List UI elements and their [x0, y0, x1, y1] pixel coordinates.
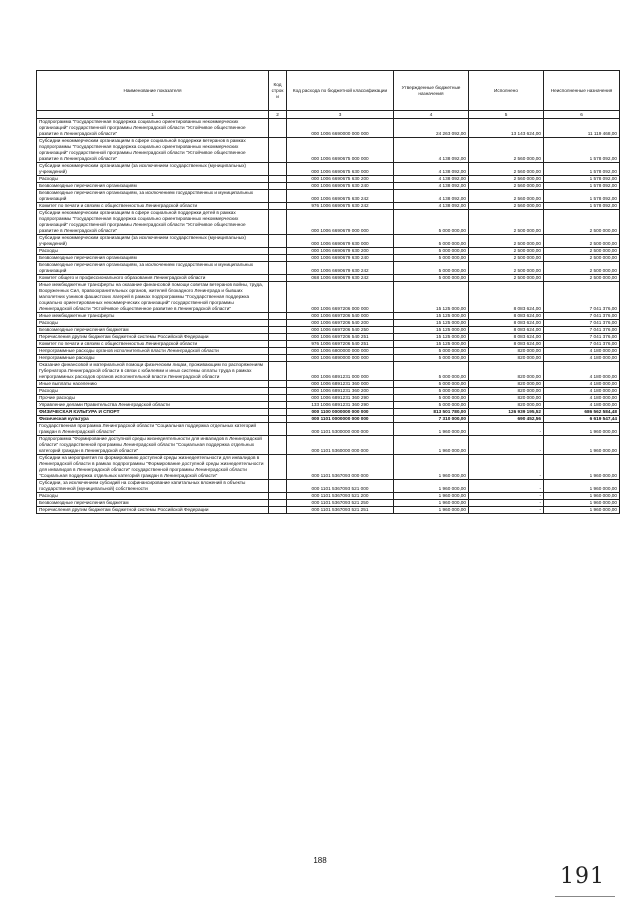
row-executed: 2 560 000,00 [469, 176, 544, 183]
page-number: 188 [313, 856, 327, 865]
row-expense-code: 000 1006 6690679 630 240 [287, 255, 394, 262]
table-row [37, 388, 620, 395]
row-expense-code: 000 1101 5367093 521 000 [287, 480, 394, 493]
row-unexecuted: 7 041 376,00 [544, 313, 620, 320]
row-name: Безвозмездные перечисления бюджетам [37, 327, 269, 334]
header-line-code: Код строк и [269, 71, 287, 111]
row-executed: - [469, 480, 544, 493]
row-name: Перечисления другим бюджетам бюджетной системы Российской Федерации [37, 507, 269, 514]
row-expense-code: 000 1006 6690675 630 240 [287, 183, 394, 190]
table-row [37, 334, 620, 341]
budget-execution-table [36, 70, 620, 514]
row-unexecuted: 11 119 468,00 [544, 119, 620, 138]
row-approved: 5 000 000,00 [394, 362, 469, 381]
row-line-code [269, 409, 287, 416]
row-approved: 5 000 000,00 [394, 262, 469, 275]
row-name: Иные межбюджетные трансферты [37, 313, 269, 320]
row-unexecuted: 686 562 584,48 [544, 409, 620, 416]
row-expense-code: 000 1101 5367093 000 000 [287, 455, 394, 480]
table-row [37, 248, 620, 255]
row-expense-code: 000 1101 5300000 000 000 [287, 423, 394, 436]
table-row [37, 455, 620, 480]
row-executed: 2 560 000,00 [469, 138, 544, 163]
row-unexecuted: 1 578 092,00 [544, 163, 620, 176]
row-name: Иные выплаты населению [37, 381, 269, 388]
row-unexecuted: 2 500 000,00 [544, 235, 620, 248]
row-expense-code: 133 1006 6891231 360 290 [287, 402, 394, 409]
row-unexecuted: 4 180 000,00 [544, 388, 620, 395]
row-expense-code: 000 1101 5367093 521 250 [287, 500, 394, 507]
row-expense-code: 000 1101 5367093 521 251 [287, 507, 394, 514]
row-name: Физическая культура [37, 416, 269, 423]
row-name: Подпрограмма "Формирование доступной среды жизнедеятельности для инвалидов в Ленинградской области" государственной программы Ленинградской области "Социальная поддержка отдельных категорий граждан в Ленинградской области" [37, 436, 269, 455]
header-approved: Утвержденные бюджетные назначения [394, 71, 469, 111]
row-line-code [269, 275, 287, 282]
row-line-code [269, 203, 287, 210]
table-row [37, 275, 620, 282]
handwritten-sheet-number: 191 [560, 864, 605, 889]
table-row [37, 500, 620, 507]
table-row [37, 190, 620, 203]
table-row [37, 327, 620, 334]
row-approved: 15 125 000,00 [394, 282, 469, 313]
row-line-code [269, 493, 287, 500]
table-row [37, 362, 620, 381]
row-unexecuted: 1 960 000,00 [544, 480, 620, 493]
row-approved: 4 138 092,00 [394, 190, 469, 203]
row-expense-code: 976 1006 6690675 630 242 [287, 203, 394, 210]
row-approved: 4 138 092,00 [394, 163, 469, 176]
header-executed: Исполнено [469, 71, 544, 111]
table-row [37, 381, 620, 388]
table-row [37, 235, 620, 248]
row-executed: 820 000,00 [469, 388, 544, 395]
row-executed: 820 000,00 [469, 402, 544, 409]
row-executed: 8 083 624,00 [469, 320, 544, 327]
row-executed: - [469, 455, 544, 480]
table-row [37, 493, 620, 500]
row-name: Перечисления другим бюджетам бюджетной системы Российской Федерации [37, 334, 269, 341]
row-executed: - [469, 500, 544, 507]
row-approved: 15 125 000,00 [394, 313, 469, 320]
row-executed: 820 000,00 [469, 362, 544, 381]
row-approved: 5 000 000,00 [394, 402, 469, 409]
row-unexecuted: 1 960 000,00 [544, 455, 620, 480]
row-unexecuted: 7 041 376,00 [544, 282, 620, 313]
table-row [37, 176, 620, 183]
row-expense-code: 000 1006 6690000 000 000 [287, 119, 394, 138]
row-line-code [269, 402, 287, 409]
row-name: Иные межбюджетные трансферты на оказание финансовой помощи советам ветеранов войны, труда, Вооруженных Сил, правоохранительных органов, жителей блокадного Ленинграда и бывших малолетних узников фашистских лагерей в рамках подпрограммы "Государственная поддержка социально ориентированных некоммерческих организаций" государственной программы Ленинградской области "Устойчивое общественное развитие в Ленинградской области" [37, 282, 269, 313]
row-line-code [269, 176, 287, 183]
row-executed: 820 000,00 [469, 381, 544, 388]
row-expense-code: 000 1101 0000000 000 000 [287, 416, 394, 423]
row-approved: 5 000 000,00 [394, 355, 469, 362]
row-approved: 4 138 092,00 [394, 176, 469, 183]
row-expense-code: 000 1006 6690675 630 200 [287, 176, 394, 183]
row-executed: 2 500 000,00 [469, 275, 544, 282]
row-unexecuted: 1 960 000,00 [544, 500, 620, 507]
row-expense-code: 000 1006 6690675 000 000 [287, 138, 394, 163]
row-name: Комитет по печати и связям с общественностью Ленинградской области [37, 203, 269, 210]
row-approved: 1 960 000,00 [394, 507, 469, 514]
row-line-code [269, 183, 287, 190]
row-name: Оказание финансовой и материальной помощи физическим лицам, проживающим по распоряжениям Губернатора Ленинградской области в связи с юбилеями и иных системы оплаты труда в рамках непрограммных расходов органов исполнительной власти Ленинградской области [37, 362, 269, 381]
row-name: Прочие расходы [37, 395, 269, 402]
row-line-code [269, 507, 287, 514]
row-executed: 2 500 000,00 [469, 210, 544, 235]
row-line-code [269, 480, 287, 493]
table-row [37, 409, 620, 416]
table-row [37, 313, 620, 320]
row-executed: 126 939 195,52 [469, 409, 544, 416]
row-expense-code: 000 1101 5367093 521 200 [287, 493, 394, 500]
row-name: Подпрограмма "Государственная поддержка социально ориентированных некоммерческих организаций" государственной программы Ленинградской области "Устойчивое общественное развитие в Ленинградской области" [37, 119, 269, 138]
row-approved: 1 960 000,00 [394, 500, 469, 507]
row-line-code [269, 163, 287, 176]
row-approved: 5 000 000,00 [394, 248, 469, 255]
table-row [37, 348, 620, 355]
row-line-code [269, 262, 287, 275]
row-name: Расходы [37, 248, 269, 255]
row-unexecuted: 1 578 092,00 [544, 138, 620, 163]
table-row [37, 402, 620, 409]
row-unexecuted: 2 500 000,00 [544, 255, 620, 262]
row-expense-code: 000 1006 6690679 630 200 [287, 248, 394, 255]
row-unexecuted: 4 180 000,00 [544, 348, 620, 355]
column-number: 5 [469, 111, 544, 119]
table-row [37, 341, 620, 348]
row-name: Безвозмездные перечисления организациям, за исключением государственных и муниципальных организаций [37, 262, 269, 275]
row-expense-code: 000 1006 6690675 630 242 [287, 190, 394, 203]
row-approved: 1 960 000,00 [394, 455, 469, 480]
row-executed: 8 083 624,00 [469, 313, 544, 320]
row-line-code [269, 327, 287, 334]
row-unexecuted: 1 960 000,00 [544, 507, 620, 514]
table-row [37, 119, 620, 138]
table-row [37, 416, 620, 423]
row-unexecuted: 4 180 000,00 [544, 395, 620, 402]
row-name: Непрограммные расходы органов исполнительной власти Ленинградской области [37, 348, 269, 355]
row-line-code [269, 190, 287, 203]
row-line-code [269, 341, 287, 348]
row-approved: 24 263 092,00 [394, 119, 469, 138]
row-expense-code: 000 1100 0000000 000 000 [287, 409, 394, 416]
table-header-row [37, 71, 620, 111]
row-approved: 15 125 000,00 [394, 327, 469, 334]
row-line-code [269, 235, 287, 248]
row-expense-code: 000 1101 5360000 000 000 [287, 436, 394, 455]
row-executed: 2 500 000,00 [469, 255, 544, 262]
divider [555, 896, 615, 897]
row-executed: 2 500 000,00 [469, 262, 544, 275]
row-executed: 8 083 624,00 [469, 327, 544, 334]
row-unexecuted: 1 578 092,00 [544, 176, 620, 183]
table-row [37, 183, 620, 190]
row-line-code [269, 320, 287, 327]
row-executed: 2 560 000,00 [469, 163, 544, 176]
row-executed: 13 143 624,00 [469, 119, 544, 138]
row-name: Субсидии, за исключением субсидий на софинансирование капитальных вложений в объекты государственной (муниципальной) собственности [37, 480, 269, 493]
row-approved: 4 138 092,00 [394, 183, 469, 190]
row-executed: - [469, 507, 544, 514]
row-unexecuted: 1 960 000,00 [544, 423, 620, 436]
row-approved: 4 138 092,00 [394, 138, 469, 163]
table-row [37, 480, 620, 493]
row-name: Безвозмездные перечисления организациям [37, 183, 269, 190]
row-unexecuted: 1 578 092,00 [544, 183, 620, 190]
row-executed: - [469, 493, 544, 500]
table-body [37, 119, 620, 514]
row-approved: 1 960 000,00 [394, 436, 469, 455]
row-unexecuted: 4 180 000,00 [544, 355, 620, 362]
table-row [37, 262, 620, 275]
row-name: Комитет по печати и связям с общественностью Ленинградской области [37, 341, 269, 348]
row-unexecuted: 2 500 000,00 [544, 275, 620, 282]
row-line-code [269, 355, 287, 362]
header-unexecuted: Неисполненные назначения [544, 71, 620, 111]
row-executed: 690 452,56 [469, 416, 544, 423]
row-executed: 820 000,00 [469, 395, 544, 402]
row-name: Субсидии некоммерческим организациям (за исключением государственных (муниципальных) учреждений) [37, 163, 269, 176]
row-line-code [269, 362, 287, 381]
row-name: Расходы [37, 493, 269, 500]
table-row [37, 507, 620, 514]
table-row [37, 423, 620, 436]
row-expense-code: 000 1006 6891231 360 290 [287, 395, 394, 402]
table-row [37, 320, 620, 327]
row-executed: 2 560 000,00 [469, 203, 544, 210]
row-executed: 2 500 000,00 [469, 235, 544, 248]
row-approved: 5 000 000,00 [394, 381, 469, 388]
column-number: 2 [269, 111, 287, 119]
row-line-code [269, 455, 287, 480]
row-executed: 2 500 000,00 [469, 248, 544, 255]
column-number-row [37, 111, 620, 119]
row-expense-code: 000 1006 6697206 000 000 [287, 282, 394, 313]
row-name: Безвозмездные перечисления организациям [37, 255, 269, 262]
row-approved: 5 000 000,00 [394, 395, 469, 402]
row-name: Расходы [37, 388, 269, 395]
row-name: Комитет общего и профессионального образования Ленинградской области [37, 275, 269, 282]
row-expense-code: 068 1006 6690679 630 242 [287, 275, 394, 282]
row-approved: 5 000 000,00 [394, 235, 469, 248]
row-executed: 820 000,00 [469, 355, 544, 362]
row-unexecuted: 1 578 092,00 [544, 203, 620, 210]
row-line-code [269, 138, 287, 163]
row-unexecuted: 7 041 376,00 [544, 341, 620, 348]
table-row [37, 255, 620, 262]
column-number: 4 [394, 111, 469, 119]
table-row [37, 163, 620, 176]
row-unexecuted: 1 960 000,00 [544, 493, 620, 500]
row-approved: 7 310 000,00 [394, 416, 469, 423]
row-line-code [269, 255, 287, 262]
header-expense-code: Код расхода по бюджетной классификации [287, 71, 394, 111]
row-line-code [269, 388, 287, 395]
row-approved: 5 000 000,00 [394, 275, 469, 282]
row-approved: 5 000 000,00 [394, 210, 469, 235]
row-name: Субсидии на мероприятия по формированию доступной среды жизнедеятельности для инвалидов в Ленинградской области в рамках подпрограммы "Формирование доступной среды жизнедеятельности для инвалидов в Ленинградской области" государственной программы Ленинградской области "Социальная поддержка отдельных категорий граждан в Ленинградской области" [37, 455, 269, 480]
header-indicator-name: Наименование показателя [37, 71, 269, 111]
row-executed: 8 083 624,00 [469, 282, 544, 313]
report-sheet [36, 70, 619, 514]
row-name: Субсидии некоммерческим организациям (за исключением государственных (муниципальных) учреждений) [37, 235, 269, 248]
row-expense-code: 000 1006 6891231 000 000 [287, 362, 394, 381]
row-approved: 5 000 000,00 [394, 255, 469, 262]
row-approved: 5 000 000,00 [394, 388, 469, 395]
table-row [37, 282, 620, 313]
column-number: 3 [287, 111, 394, 119]
row-approved: 1 960 000,00 [394, 493, 469, 500]
row-executed: 2 560 000,00 [469, 190, 544, 203]
row-approved: 15 125 000,00 [394, 334, 469, 341]
row-approved: 15 125 000,00 [394, 320, 469, 327]
row-name: Расходы [37, 176, 269, 183]
table-row [37, 436, 620, 455]
row-name: ФИЗИЧЕСКАЯ КУЛЬТУРА И СПОРТ [37, 409, 269, 416]
row-unexecuted: 7 041 376,00 [544, 320, 620, 327]
row-line-code [269, 210, 287, 235]
row-approved: 4 138 092,00 [394, 203, 469, 210]
row-expense-code: 000 1006 6690679 630 242 [287, 262, 394, 275]
table-row [37, 355, 620, 362]
row-executed: - [469, 423, 544, 436]
row-approved: 1 960 000,00 [394, 423, 469, 436]
column-number: 1 [37, 111, 269, 119]
row-line-code [269, 436, 287, 455]
row-name: Безвозмездные перечисления бюджетам [37, 500, 269, 507]
row-expense-code: 000 1006 6697206 540 000 [287, 313, 394, 320]
row-line-code [269, 282, 287, 313]
row-unexecuted: 1 960 000,00 [544, 436, 620, 455]
row-name: Субсидии некоммерческим организациям в сфере социальной поддержки детей в рамках подпрограммы "Государственная поддержка социально ориентированных некоммерческих организаций" государственной программы Ленинградской области "Устойчивое общественное развитие в Ленинградской области" [37, 210, 269, 235]
row-expense-code: 000 1006 6697206 540 250 [287, 327, 394, 334]
row-unexecuted: 4 180 000,00 [544, 362, 620, 381]
row-line-code [269, 348, 287, 355]
column-number: 6 [544, 111, 620, 119]
row-line-code [269, 119, 287, 138]
table-row [37, 203, 620, 210]
row-name: Управление делами Правительства Ленинградской области [37, 402, 269, 409]
row-line-code [269, 334, 287, 341]
table-row [37, 138, 620, 163]
row-approved: 5 000 000,00 [394, 348, 469, 355]
row-unexecuted: 2 500 000,00 [544, 262, 620, 275]
row-expense-code: 000 1006 6690675 630 000 [287, 163, 394, 176]
row-approved: 1 960 000,00 [394, 480, 469, 493]
row-expense-code: 000 1006 6800000 000 000 [287, 348, 394, 355]
row-executed: 2 560 000,00 [469, 183, 544, 190]
row-line-code [269, 423, 287, 436]
table-row [37, 395, 620, 402]
row-expense-code: 000 1006 6697206 540 200 [287, 320, 394, 327]
row-line-code [269, 500, 287, 507]
row-unexecuted: 6 619 547,44 [544, 416, 620, 423]
row-unexecuted: 4 180 000,00 [544, 402, 620, 409]
table-row [37, 210, 620, 235]
row-name: Расходы [37, 320, 269, 327]
row-name: Непрограммные расходы [37, 355, 269, 362]
row-name: Безвозмездные перечисления организациям, за исключением государственных и муниципальных организаций [37, 190, 269, 203]
row-expense-code: 000 1006 6890000 000 000 [287, 355, 394, 362]
row-line-code [269, 248, 287, 255]
row-unexecuted: 1 578 092,00 [544, 190, 620, 203]
row-unexecuted: 2 500 000,00 [544, 248, 620, 255]
row-name: Субсидии некоммерческим организациям в сфере социальной поддержки ветеранов в рамках подпрограммы "Государственная поддержка социально ориентированных некоммерческих организаций" государственной программы Ленинградской области "Устойчивое общественное развитие в Ленинградской области" [37, 138, 269, 163]
row-line-code [269, 395, 287, 402]
row-approved: 15 125 000,00 [394, 341, 469, 348]
row-line-code [269, 381, 287, 388]
row-line-code [269, 416, 287, 423]
row-unexecuted: 2 500 000,00 [544, 210, 620, 235]
row-line-code [269, 313, 287, 320]
row-approved: 813 501 780,00 [394, 409, 469, 416]
row-expense-code: 000 1006 6891231 360 200 [287, 388, 394, 395]
row-executed: 8 083 624,00 [469, 334, 544, 341]
row-expense-code: 000 1006 6891231 360 000 [287, 381, 394, 388]
row-name: Государственная программа Ленинградской области "Социальная поддержка отдельных категорий граждан в Ленинградской области" [37, 423, 269, 436]
row-unexecuted: 7 041 376,00 [544, 334, 620, 341]
row-expense-code: 976 1006 6697206 540 251 [287, 341, 394, 348]
row-expense-code: 000 1006 6690679 000 000 [287, 210, 394, 235]
row-expense-code: 000 1006 6697206 540 251 [287, 334, 394, 341]
row-unexecuted: 4 180 000,00 [544, 381, 620, 388]
row-expense-code: 000 1006 6690679 630 000 [287, 235, 394, 248]
row-unexecuted: 7 041 376,00 [544, 327, 620, 334]
row-executed: 8 083 624,00 [469, 341, 544, 348]
row-executed: - [469, 436, 544, 455]
row-executed: 820 000,00 [469, 348, 544, 355]
